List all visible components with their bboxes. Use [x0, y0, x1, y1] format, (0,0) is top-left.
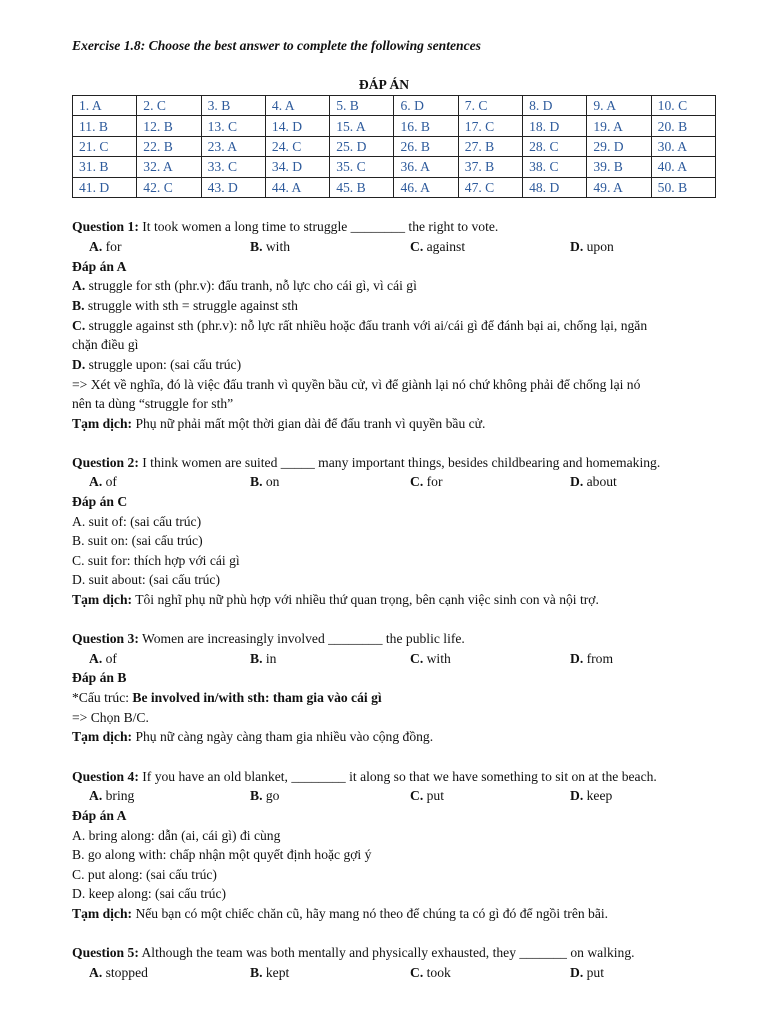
- answer-row: [73, 136, 716, 156]
- option-text: put: [583, 965, 604, 980]
- answer-row: [73, 96, 716, 116]
- answer-cell: 3. B: [201, 96, 265, 116]
- option-a: [89, 238, 121, 255]
- answer-cell: 30. A: [651, 136, 715, 156]
- option-letter: A.: [89, 788, 103, 803]
- option-b: [250, 473, 279, 490]
- option-a: [89, 650, 117, 667]
- option-b: [250, 238, 290, 255]
- question-1-translation: [72, 415, 485, 432]
- question-4-options: [0, 787, 768, 804]
- question-1-options: [0, 238, 768, 255]
- option-text: stopped: [102, 965, 148, 980]
- answer-cell: 13. C: [201, 116, 265, 136]
- option-text: on: [262, 474, 280, 489]
- explanation-line: [72, 336, 138, 353]
- explanation-line: [72, 376, 640, 393]
- answer-cell: 18. D: [523, 116, 587, 136]
- option-d: [570, 238, 614, 255]
- explanation-text: struggle with sth = struggle against sth: [84, 298, 298, 313]
- option-letter: A.: [89, 651, 103, 666]
- answer-cell: 17. C: [458, 116, 522, 136]
- answer-cell: 15. A: [330, 116, 394, 136]
- answer-cell: 11. B: [73, 116, 137, 136]
- answer-cell: 29. D: [587, 136, 651, 156]
- option-text: in: [262, 651, 277, 666]
- answer-cell: 45. B: [330, 177, 394, 197]
- question-2-label: Question 2:: [72, 455, 139, 470]
- option-text: of: [102, 474, 117, 489]
- answer-cell: 2. C: [137, 96, 201, 116]
- question-3-translation: [72, 728, 433, 745]
- option-letter: A.: [89, 474, 103, 489]
- explanation-text: nên ta dùng “struggle for sth”: [72, 396, 234, 411]
- answer-cell: 39. B: [587, 157, 651, 177]
- explanation-text: struggle against sth (phr.v): nỗ lực rất nhiều hoặc đấu tranh với ai/cái gì để đánh bại ai, chống lại, ngăn: [85, 318, 648, 333]
- answer-row: [73, 116, 716, 136]
- answer-cell: 16. B: [394, 116, 458, 136]
- answer-cell: 22. B: [137, 136, 201, 156]
- answer-key-title: ĐÁP ÁN: [358, 77, 410, 92]
- answer-cell: 43. D: [201, 177, 265, 197]
- explanation-line: [72, 297, 298, 314]
- answer-cell: 20. B: [651, 116, 715, 136]
- explanation-line: D. keep along: (sai cấu trúc): [72, 886, 226, 901]
- option-text: kept: [262, 965, 290, 980]
- option-text: go: [262, 788, 280, 803]
- explanation-line: A. suit of: (sai cấu trúc): [72, 514, 202, 529]
- option-letter: C.: [410, 239, 424, 254]
- option-text: about: [583, 474, 617, 489]
- exercise-title: [72, 38, 481, 54]
- option-text: for: [102, 239, 122, 254]
- explanation-line: C. suit for: thích hợp với cái gì: [72, 553, 240, 568]
- option-c: [410, 650, 451, 667]
- translation-label: Tạm dịch:: [72, 416, 133, 431]
- option-letter: B.: [250, 474, 263, 489]
- option-letter: B.: [250, 651, 263, 666]
- question-3-answer: Đáp án B: [72, 670, 127, 685]
- question-4-stem: [72, 768, 657, 785]
- answer-cell: 23. A: [201, 136, 265, 156]
- option-d: [570, 650, 613, 667]
- answer-row: [73, 177, 716, 197]
- translation-label: Tạm dịch:: [72, 729, 133, 744]
- question-2-text: I think women are suited _____ many important things, besides childbearing and homemaking.: [138, 455, 661, 470]
- answer-cell: 46. A: [394, 177, 458, 197]
- answer-cell: 14. D: [265, 116, 329, 136]
- question-3-options: [0, 650, 768, 667]
- answer-cell: 40. A: [651, 157, 715, 177]
- option-text: from: [583, 651, 614, 666]
- question-4-translation: [72, 905, 608, 922]
- option-letter: D.: [570, 965, 584, 980]
- exercise-instruction: : Choose the best answer to complete the following sentences: [140, 38, 481, 53]
- explanation-line: B. suit on: (sai cấu trúc): [72, 533, 203, 548]
- question-1-text: It took women a long time to struggle ________ the right to vote.: [138, 219, 499, 234]
- question-5-label: Question 5:: [72, 945, 139, 960]
- answer-cell: 6. D: [394, 96, 458, 116]
- option-letter: C.: [410, 788, 424, 803]
- option-letter: D.: [570, 651, 584, 666]
- answer-cell: 31. B: [73, 157, 137, 177]
- option-text: put: [423, 788, 444, 803]
- question-2-options: [0, 473, 768, 490]
- option-letter: A.: [89, 965, 103, 980]
- option-b: [250, 650, 276, 667]
- translation-text: Nếu bạn có một chiếc chăn cũ, hãy mang nó theo để chúng ta có gì đó để ngồi trên bãi.: [132, 906, 609, 921]
- translation-text: Phụ nữ phải mất một thời gian dài để đấu tranh vì quyền bầu cử.: [132, 416, 486, 431]
- explanation-line: B. go along with: chấp nhận một quyết định hoặc gợi ý: [72, 847, 372, 862]
- structure-line: [72, 689, 382, 706]
- question-4-text: If you have an old blanket, ________ it along so that we have something to sit on at the beach.: [138, 769, 657, 784]
- option-a: [89, 787, 134, 804]
- explanation-line: [72, 356, 241, 373]
- option-letter: B.: [250, 239, 263, 254]
- option-text: against: [423, 239, 466, 254]
- option-a: [89, 964, 148, 981]
- question-5-text: Although the team was both mentally and physically exhausted, they _______ on walking.: [138, 945, 635, 960]
- structure-text: Be involved in/with sth: tham gia vào cái gì: [132, 690, 382, 705]
- option-letter: C.: [410, 965, 424, 980]
- answer-cell: 24. C: [265, 136, 329, 156]
- question-3-text: Women are increasingly involved ________ the public life.: [138, 631, 465, 646]
- answer-cell: 33. C: [201, 157, 265, 177]
- option-text: for: [423, 474, 443, 489]
- translation-text: Phụ nữ càng ngày càng tham gia nhiều vào cộng đồng.: [132, 729, 434, 744]
- answer-cell: 34. D: [265, 157, 329, 177]
- answer-cell: 21. C: [73, 136, 137, 156]
- answer-cell: 1. A: [73, 96, 137, 116]
- answer-cell: 35. C: [330, 157, 394, 177]
- option-b: [250, 964, 289, 981]
- option-text: keep: [583, 788, 613, 803]
- question-4-answer: Đáp án A: [72, 808, 127, 823]
- answer-cell: 47. C: [458, 177, 522, 197]
- answer-cell: 42. C: [137, 177, 201, 197]
- answer-cell: 26. B: [394, 136, 458, 156]
- option-d: [570, 787, 612, 804]
- question-1-stem: [72, 218, 498, 235]
- answer-cell: 12. B: [137, 116, 201, 136]
- explanation-text: struggle for sth (phr.v): đấu tranh, nỗ lực cho cái gì, vì cái gì: [85, 278, 417, 293]
- question-5-stem: [72, 944, 635, 961]
- option-text: with: [423, 651, 451, 666]
- option-letter: D.: [570, 239, 584, 254]
- question-4-label: Question 4:: [72, 769, 139, 784]
- explanation-text: chặn điều gì: [72, 337, 139, 352]
- answer-cell: 44. A: [265, 177, 329, 197]
- option-d: [570, 473, 617, 490]
- answer-key-table: [72, 95, 716, 198]
- option-b: [250, 787, 279, 804]
- answer-cell: 7. C: [458, 96, 522, 116]
- option-letter: B.: [250, 788, 263, 803]
- explanation-prefix: C.: [72, 318, 86, 333]
- question-3-label: Question 3:: [72, 631, 139, 646]
- answer-row: [73, 157, 716, 177]
- answer-cell: 9. A: [587, 96, 651, 116]
- question-5-options: [0, 964, 768, 981]
- answer-cell: 25. D: [330, 136, 394, 156]
- answer-cell: 10. C: [651, 96, 715, 116]
- explanation-line: D. suit about: (sai cấu trúc): [72, 572, 220, 587]
- question-2-translation: [72, 591, 599, 608]
- answer-cell: 37. B: [458, 157, 522, 177]
- option-c: [410, 238, 465, 255]
- conclusion-line: => Chọn B/C.: [72, 710, 149, 725]
- option-c: [410, 787, 444, 804]
- option-letter: D.: [570, 474, 584, 489]
- option-c: [410, 964, 451, 981]
- explanation-prefix: A.: [72, 278, 86, 293]
- explanation-prefix: B.: [72, 298, 85, 313]
- translation-text: Tôi nghĩ phụ nữ phù hợp với nhiều thứ quan trọng, bên cạnh việc sinh con và nội trợ.: [132, 592, 599, 607]
- answer-cell: 38. C: [523, 157, 587, 177]
- question-2-stem: [72, 454, 660, 471]
- structure-prefix: *Cấu trúc:: [72, 690, 133, 705]
- explanation-line: A. bring along: dẫn (ai, cái gì) đi cùng: [72, 828, 281, 843]
- option-letter: B.: [250, 965, 263, 980]
- explanation-line: C. put along: (sai cấu trúc): [72, 867, 217, 882]
- answer-cell: 50. B: [651, 177, 715, 197]
- answer-cell: 32. A: [137, 157, 201, 177]
- exercise-label: Exercise 1.8: [72, 38, 141, 53]
- translation-label: Tạm dịch:: [72, 906, 133, 921]
- option-d: [570, 964, 604, 981]
- answer-cell: 48. D: [523, 177, 587, 197]
- question-3-stem: [72, 630, 465, 647]
- option-text: took: [423, 965, 451, 980]
- answer-cell: 19. A: [587, 116, 651, 136]
- option-text: bring: [102, 788, 135, 803]
- answer-cell: 27. B: [458, 136, 522, 156]
- answer-cell: 49. A: [587, 177, 651, 197]
- explanation-text: struggle upon: (sai cấu trúc): [85, 357, 242, 372]
- option-a: [89, 473, 117, 490]
- option-text: of: [102, 651, 117, 666]
- option-text: with: [262, 239, 291, 254]
- explanation-text: => Xét về nghĩa, đó là việc đấu tranh vì quyền bầu cử, vì để giành lại nó chứ không phải để chống lại nó: [72, 377, 641, 392]
- option-letter: C.: [410, 651, 424, 666]
- answer-cell: 5. B: [330, 96, 394, 116]
- question-1-label: Question 1:: [72, 219, 139, 234]
- explanation-line: [72, 277, 417, 294]
- explanation-line: [72, 395, 233, 412]
- answer-cell: 36. A: [394, 157, 458, 177]
- option-letter: C.: [410, 474, 424, 489]
- explanation-line: [72, 317, 647, 334]
- option-c: [410, 473, 442, 490]
- answer-cell: 41. D: [73, 177, 137, 197]
- explanation-prefix: D.: [72, 357, 86, 372]
- answer-cell: 4. A: [265, 96, 329, 116]
- question-2-answer: Đáp án C: [72, 494, 128, 509]
- option-letter: A.: [89, 239, 103, 254]
- answer-cell: 8. D: [523, 96, 587, 116]
- question-1-answer: Đáp án A: [72, 259, 127, 274]
- option-text: upon: [583, 239, 614, 254]
- answer-cell: 28. C: [523, 136, 587, 156]
- translation-label: Tạm dịch:: [72, 592, 133, 607]
- option-letter: D.: [570, 788, 584, 803]
